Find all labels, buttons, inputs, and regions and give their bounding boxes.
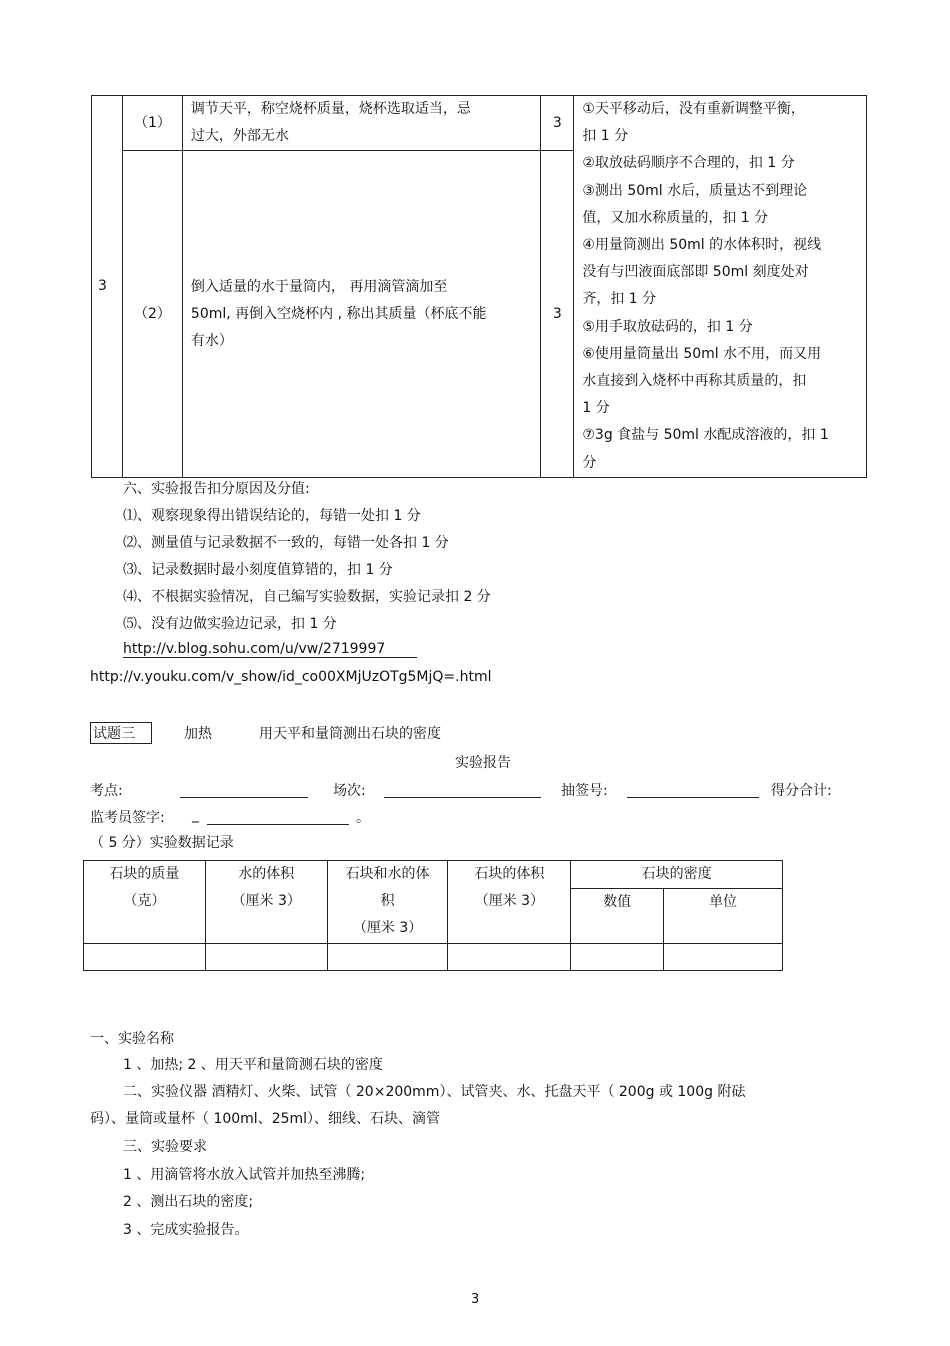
scoring-table (91, 95, 867, 478)
cell-water-volume[interactable] (205, 944, 327, 971)
col-stone-mass: 石块的质量 （克） (84, 861, 206, 944)
field-jiankao: 监考员签字: (90, 810, 165, 826)
link-sohu[interactable]: http://v.blog.sohu.com/u/vw/2719997 (123, 641, 417, 658)
section6-item-1: ⑴、观察现象得出错误结论的，每错一处扣 1 分 (123, 508, 421, 524)
col-density-value: 数值 (571, 889, 664, 944)
sub-item-2: （2） (122, 151, 182, 478)
sub-item-1: （1） (122, 96, 182, 151)
col-density: 石块的密度 (571, 861, 783, 889)
section6-item-5: ⑸、没有边做实验边记录，扣 1 分 (123, 616, 337, 632)
jiankao-suffix: 。 (356, 810, 370, 826)
col-density-unit: 单位 (664, 889, 783, 944)
exp-req-3: 3 、完成实验报告。 (123, 1222, 249, 1238)
exp-req-1: 1 、用滴管将水放入试管并加热至沸腾; (123, 1167, 366, 1183)
field-changci: 场次: (333, 783, 366, 799)
col-stone-volume: 石块的体积 （厘米 3） (448, 861, 571, 944)
field-chouqian: 抽签号: (561, 783, 608, 799)
cell-stone-water-volume[interactable] (327, 944, 448, 971)
field-kaodian: 考点: (90, 783, 123, 799)
report-title: 实验报告 (455, 755, 511, 771)
exam3-title-b: 用天平和量筒测出石块的密度 (259, 726, 441, 742)
section6-title: 六、实验报告扣分原因及分值: (123, 481, 310, 497)
cell-density-unit[interactable] (664, 944, 783, 971)
changci-blank[interactable] (384, 797, 541, 798)
kaodian-blank[interactable] (180, 797, 308, 798)
cell-density-value[interactable] (571, 944, 664, 971)
cell-stone-mass[interactable] (84, 944, 206, 971)
col-stone-water-volume: 石块和水的体 积 （厘米 3） (327, 861, 448, 944)
link-youku[interactable]: http://v.youku.com/v_show/id_co00XMjUzOTg5MjQ=.html (90, 669, 492, 685)
exp-instr-line2: 码）、量筒或量杯（ 100ml、25ml）、细线、石块、滴管 (90, 1111, 441, 1127)
field-defen: 得分合计: (771, 783, 832, 799)
item-number: 3 (92, 96, 123, 478)
jiankao-prefix: _ (192, 807, 199, 823)
jiankao-blank[interactable] (207, 824, 349, 825)
exam3-title-a: 加热 (184, 726, 212, 742)
criteria-1: 调节天平，称空烧杯质量，烧杯选取适当，忌 过大，外部无水 (182, 96, 540, 151)
deduction-list: ①天平移动后，没有重新调整平衡， 扣 1 分 ②取放砝码顺序不合理的，扣 1 分 ③测出 50ml 水后，质量达不到理论 值，又加水称质量的，扣 1 分 ④用量筒测出 50ml 的水体积时，视线 没有与凹液面底部即 50ml 刻度处对 齐，扣 1 分 ⑤用手取放砝码的，扣 1 分 ⑥使用量筒量出 50ml 水不用，而又用 水直接到入烧杯中再称其质量的，扣 1 分 ⑦3g 食盐与 50ml 水配成溶液的，扣 1 分 (574, 96, 867, 478)
exp-req-title: 三、实验要求 (123, 1139, 207, 1155)
criteria-2: 倒入适量的水于量筒内， 再用滴管滴加至 50ml, 再倒入空烧杯内 , 称出其质量（杯底不能 有水） (182, 151, 540, 478)
score-2: 3 (541, 151, 574, 478)
section6-item-2: ⑵、测量值与记录数据不一致的，每错一处各扣 1 分 (123, 535, 449, 551)
exp-instr-line1: 二、实验仪器 酒精灯、火柴、试管（ 20×200mm）、试管夹、水、托盘天平（ 200g 或 100g 附砝 (123, 1084, 746, 1100)
col-water-volume: 水的体积 （厘米 3） (205, 861, 327, 944)
exp-name-line: 1 、加热; 2 、用天平和量筒测石块的密度 (123, 1057, 383, 1073)
data-record-table (83, 860, 783, 971)
page-number: 3 (471, 1292, 480, 1307)
chouqian-blank[interactable] (627, 797, 759, 798)
section6-item-3: ⑶、记录数据时最小刻度值算错的，扣 1 分 (123, 562, 393, 578)
score-1: 3 (541, 96, 574, 151)
cell-stone-volume[interactable] (448, 944, 571, 971)
exp-name-title: 一、实验名称 (90, 1031, 174, 1047)
exp-req-2: 2 、测出石块的密度; (123, 1194, 254, 1210)
exam3-tag: 试题三 (90, 722, 152, 744)
section6-item-4: ⑷、不根据实验情况，自己编写实验数据，实验记录扣 2 分 (123, 589, 491, 605)
record-title: （ 5 分）实验数据记录 (90, 835, 234, 851)
